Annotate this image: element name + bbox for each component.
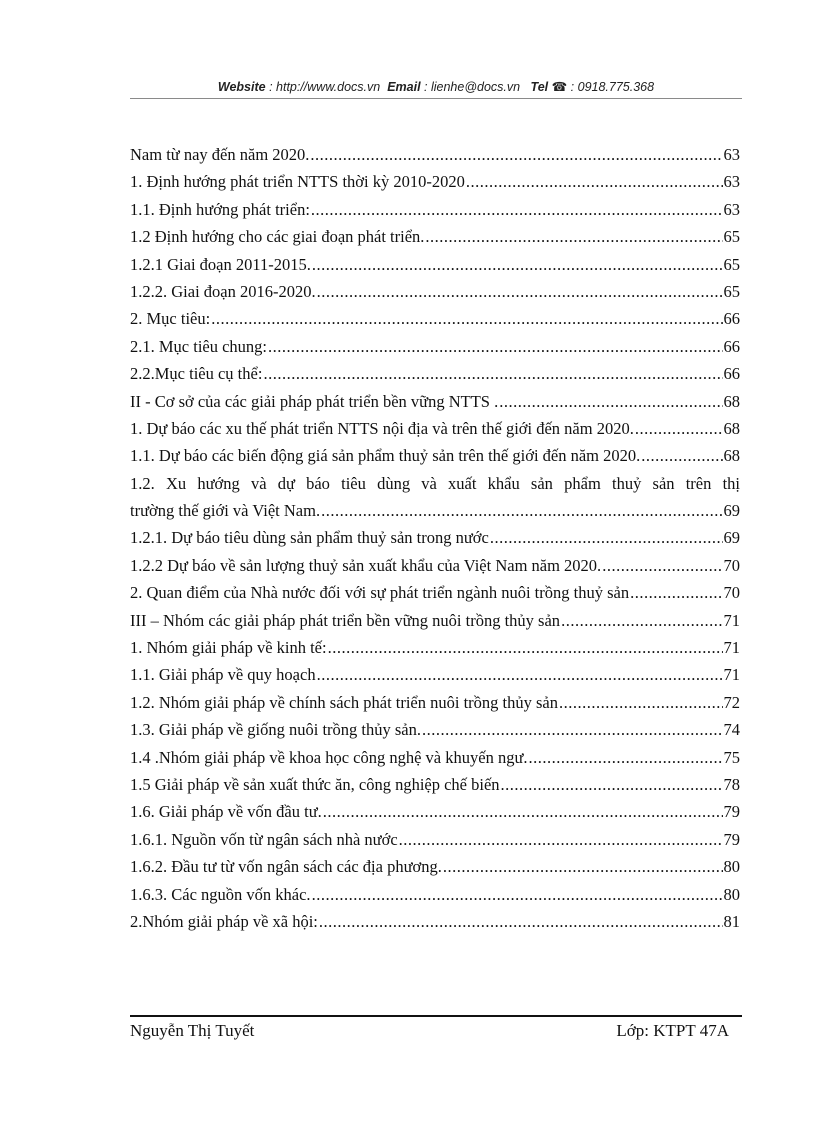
toc-page-number: 68 xyxy=(723,391,740,411)
toc-dot-leader xyxy=(317,661,723,688)
phone-icon: ☎ xyxy=(551,80,568,94)
toc-entry-title: 1.1. Định hướng phát triển: xyxy=(130,199,310,219)
toc-entry[interactable] xyxy=(130,579,740,606)
toc-entry[interactable] xyxy=(130,415,740,442)
toc-entry-title: III – Nhóm các giải pháp phát triển bền vững nuôi trồng thủy sản xyxy=(130,610,561,630)
toc-entry-title: 1.2. Nhóm giải pháp về chính sách phát triển nuôi trồng thủy sản xyxy=(130,692,559,712)
toc-dot-leader xyxy=(561,607,722,634)
toc-dot-leader xyxy=(425,223,722,250)
toc-dot-leader xyxy=(499,388,722,415)
toc-entry[interactable] xyxy=(130,826,740,853)
toc-dot-leader xyxy=(529,744,723,771)
footer-divider xyxy=(130,1015,742,1017)
toc-entry-title: 1.6.2. Đầu tư từ vốn ngân sách các địa phương. xyxy=(130,857,442,877)
toc-entry-title: 2.Nhóm giải pháp về xã hội: xyxy=(130,911,318,931)
toc-entry-title: trường thế giới và Việt Nam. xyxy=(130,501,321,521)
toc-page-number: 80 xyxy=(723,884,740,904)
toc-page-number: 71 xyxy=(723,638,740,658)
toc-page-number: 63 xyxy=(723,199,740,219)
toc-dot-leader xyxy=(311,196,723,223)
toc-entry-title: Nam từ nay đến năm 2020. xyxy=(130,145,310,164)
toc-entry-title: 1.2.1. Dự báo tiêu dùng sản phẩm thuỷ sản trong nước xyxy=(130,528,489,548)
toc-entry[interactable] xyxy=(130,442,740,469)
toc-entry-title: 1.6.3. Các nguồn vốn khác. xyxy=(130,884,311,904)
toc-entry-title: 2.1. Mục tiêu chung: xyxy=(130,336,268,356)
toc-dot-leader xyxy=(328,634,723,661)
toc-dot-leader xyxy=(321,497,722,524)
toc-dot-leader xyxy=(323,798,723,825)
toc-page-number: 68 xyxy=(723,446,740,466)
toc-entry-title: 1.6. Giải pháp về vốn đầu tư. xyxy=(130,802,322,822)
toc-page-number: 69 xyxy=(723,501,740,521)
toc-dot-leader xyxy=(466,168,723,195)
toc-dot-leader xyxy=(490,524,723,551)
tel-value: 0918.775.368 xyxy=(577,80,655,94)
toc-entry[interactable] xyxy=(130,141,740,168)
toc-page-number: 71 xyxy=(723,665,740,685)
toc-entry[interactable] xyxy=(130,360,740,387)
email-label: Email xyxy=(387,80,421,94)
toc-dot-leader xyxy=(559,689,722,716)
toc-entry-title: 1.1. Dự báo các biến động giá sản phẩm thuỷ sản trên thế giới đến năm 2020. xyxy=(130,446,641,466)
toc-dot-leader xyxy=(312,881,723,908)
toc-entry[interactable] xyxy=(130,223,740,250)
toc-dot-leader xyxy=(312,251,723,278)
toc-entry-title-line: 1.2. Xu hướng và dự báo tiêu dùng và xuất khẩu sản phẩm thuỷ sản trên thị xyxy=(130,473,740,493)
toc-entry-title: 1. Nhóm giải pháp về kinh tế: xyxy=(130,638,327,658)
toc-entry-title: II - Cơ sở của các giải pháp phát triển bền vững NTTS . xyxy=(130,391,499,411)
toc-dot-leader xyxy=(399,826,723,853)
toc-entry-title: 1.4 .Nhóm giải pháp về khoa học công nghệ và khuyến ngư. xyxy=(130,747,528,767)
toc-entry-title: 1.2 Định hướng cho các giai đoạn phát triển. xyxy=(130,227,425,247)
toc-page-number: 66 xyxy=(723,364,740,384)
toc-entry[interactable] xyxy=(130,881,740,908)
toc-page-number: 80 xyxy=(723,857,740,877)
toc-page-number: 74 xyxy=(723,720,740,740)
toc-entry[interactable] xyxy=(130,196,740,223)
toc-page-number: 68 xyxy=(723,418,740,438)
toc-page-number: 69 xyxy=(723,528,740,548)
toc-dot-leader xyxy=(630,579,722,606)
toc-entry-title: 1.6.1. Nguồn vốn từ ngân sách nhà nước xyxy=(130,829,398,849)
toc-page-number: 63 xyxy=(723,145,740,164)
toc-page-number: 75 xyxy=(723,747,740,767)
toc-entry-title: 2. Quan điểm của Nhà nước đối với sự phát triển ngành nuôi trồng thuỷ sản xyxy=(130,583,630,603)
toc-entry-title: 1.2.1 Giai đoạn 2011-2015. xyxy=(130,254,311,274)
toc-entry-title: 1.5 Giải pháp về sản xuất thức ăn, công nghiệp chế biến xyxy=(130,774,500,794)
toc-dot-leader xyxy=(602,552,722,579)
toc-page-number: 65 xyxy=(723,254,740,274)
toc-entry[interactable] xyxy=(130,607,740,634)
toc-entry[interactable] xyxy=(130,168,740,195)
toc-entry-title: 1.1. Giải pháp về quy hoạch xyxy=(130,665,316,685)
toc-entry[interactable] xyxy=(130,278,740,305)
toc-entry[interactable] xyxy=(130,552,740,579)
toc-page-number: 71 xyxy=(723,610,740,630)
toc-entry[interactable] xyxy=(130,333,740,360)
toc-page-number: 63 xyxy=(723,172,740,192)
website-link[interactable]: http://www.docs.vn xyxy=(276,80,381,94)
toc-entry-title: 1.2.2 Dự báo về sản lượng thuỷ sản xuất khẩu của Việt Nam năm 2020. xyxy=(130,555,602,575)
toc-entry-title: 1. Dự báo các xu thế phát triển NTTS nội địa và trên thế giới đến năm 2020. xyxy=(130,418,634,438)
toc-dot-leader xyxy=(443,853,723,880)
toc-entry[interactable] xyxy=(130,908,740,935)
toc-entry-title: 1. Định hướng phát triển NTTS thời kỳ 2010-2020 xyxy=(130,172,465,192)
toc-page-number: 70 xyxy=(723,555,740,575)
toc-entry[interactable] xyxy=(130,305,740,332)
toc-dot-leader xyxy=(641,442,722,469)
page-header: Website : http://www.docs.vn Email : lienhe@docs.vn Tel ☎ : 0918.775.368 xyxy=(217,80,655,94)
toc-page-number: 78 xyxy=(723,774,740,794)
footer-class: Lớp: KTPT 47A xyxy=(616,1021,729,1040)
toc-entry[interactable] xyxy=(130,744,740,771)
toc-page-number: 66 xyxy=(723,336,740,356)
toc-entry[interactable] xyxy=(130,524,740,551)
toc-dot-leader xyxy=(635,415,723,442)
toc-dot-leader xyxy=(211,305,722,332)
email-link[interactable]: lienhe@docs.vn xyxy=(430,80,521,94)
toc-entry[interactable] xyxy=(130,716,740,743)
toc-entry[interactable] xyxy=(130,634,740,661)
toc-entry[interactable] xyxy=(130,251,740,278)
toc-page-number: 65 xyxy=(723,227,740,247)
toc-dot-leader xyxy=(501,771,723,798)
toc-entry[interactable] xyxy=(130,661,740,688)
toc-entry-title: 1.3. Giải pháp về giống nuôi trồng thủy sản. xyxy=(130,720,422,740)
toc-page-number: 79 xyxy=(723,802,740,822)
toc-page-number: 65 xyxy=(723,281,740,301)
toc-entry[interactable] xyxy=(130,388,740,415)
toc-dot-leader xyxy=(268,333,722,360)
toc-page-number: 72 xyxy=(723,692,740,712)
toc-page-number: 70 xyxy=(723,583,740,603)
toc-entry[interactable] xyxy=(130,497,740,524)
tel-label: Tel xyxy=(530,80,549,94)
toc-dot-leader xyxy=(422,716,722,743)
table-of-contents xyxy=(130,141,740,935)
header-divider xyxy=(130,98,742,99)
toc-entry[interactable] xyxy=(130,853,740,880)
toc-entry-title: 2. Mục tiêu: xyxy=(130,309,211,329)
toc-page-number: 79 xyxy=(723,829,740,849)
toc-page-number: 81 xyxy=(723,911,740,931)
toc-entry[interactable] xyxy=(130,771,740,798)
toc-entry-title: 2.2.Mục tiêu cụ thể: xyxy=(130,364,263,384)
toc-entry[interactable] xyxy=(130,689,740,716)
footer-author: Nguyễn Thị Tuyết xyxy=(130,1021,255,1040)
toc-dot-leader xyxy=(263,360,722,387)
toc-dot-leader xyxy=(319,908,723,935)
toc-entry[interactable] xyxy=(130,798,740,825)
toc-entry-title: 1.2.2. Giai đoạn 2016-2020. xyxy=(130,281,316,301)
website-label: Website xyxy=(217,80,266,94)
toc-dot-leader xyxy=(317,278,723,305)
toc-dot-leader xyxy=(310,141,722,168)
toc-page-number: 66 xyxy=(723,309,740,329)
